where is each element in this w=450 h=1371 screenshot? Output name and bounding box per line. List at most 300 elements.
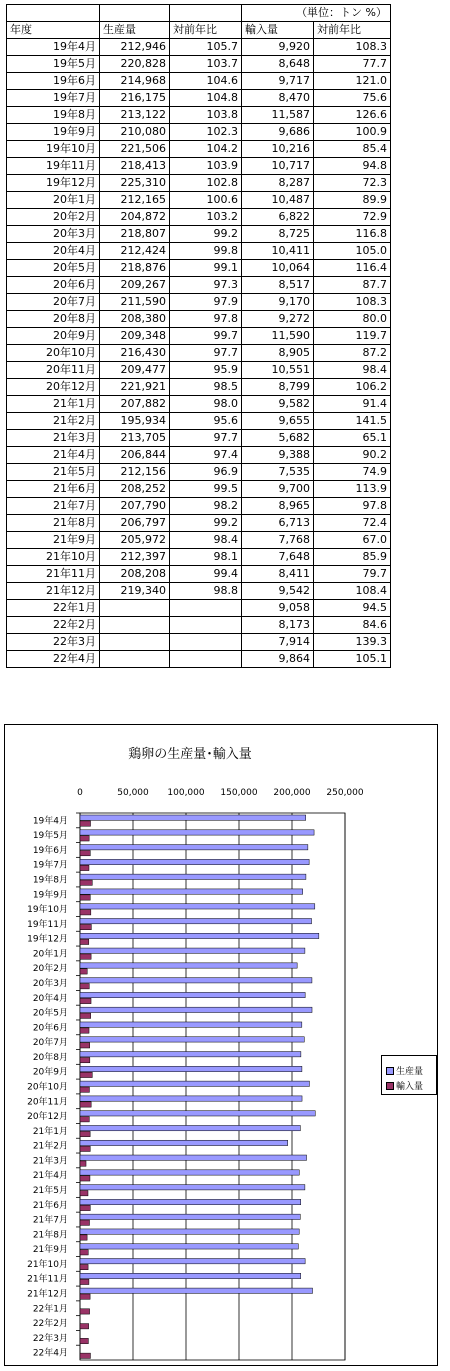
period-cell: 22年1月	[7, 600, 100, 617]
value-cell: 85.4	[314, 141, 391, 158]
value-cell: 8,173	[242, 617, 314, 634]
y-category-label: 21年2月	[32, 1141, 68, 1152]
bar-production	[80, 889, 303, 894]
value-cell: 207,790	[100, 498, 170, 515]
value-cell: 9,686	[242, 124, 314, 141]
period-cell: 19年9月	[7, 124, 100, 141]
table-row	[7, 651, 391, 668]
value-cell: 98.1	[170, 549, 242, 566]
value-cell: 139.3	[314, 634, 391, 651]
bar-production	[80, 1125, 300, 1130]
table-row	[7, 90, 391, 107]
bar-production	[80, 1081, 309, 1086]
value-cell: 119.7	[314, 328, 391, 345]
value-cell: 211,590	[100, 294, 170, 311]
table-row	[7, 515, 391, 532]
bar-imports	[80, 1250, 88, 1255]
value-cell: 206,797	[100, 515, 170, 532]
bar-imports	[80, 1102, 91, 1107]
bar-production	[80, 1185, 305, 1190]
bar-production	[80, 904, 315, 909]
bar-imports	[80, 969, 87, 974]
header-cell: 生産量	[100, 22, 170, 39]
table-row	[7, 464, 391, 481]
table-row	[7, 447, 391, 464]
value-cell: 84.6	[314, 617, 391, 634]
value-cell: 8,799	[242, 379, 314, 396]
value-cell: 104.6	[170, 73, 242, 90]
value-cell: 5,682	[242, 430, 314, 447]
value-cell: 98.4	[314, 362, 391, 379]
y-category-label: 20年7月	[32, 1038, 68, 1049]
period-cell: 20年6月	[7, 277, 100, 294]
value-cell: 213,705	[100, 430, 170, 447]
value-cell: 97.7	[170, 345, 242, 362]
value-cell: 97.7	[170, 430, 242, 447]
table-row	[7, 379, 391, 396]
bar-imports	[80, 836, 89, 841]
bar-production	[80, 815, 306, 820]
value-cell: 7,768	[242, 532, 314, 549]
value-cell: 210,080	[100, 124, 170, 141]
value-cell: 105.1	[314, 651, 391, 668]
table-row	[7, 498, 391, 515]
period-cell: 21年1月	[7, 396, 100, 413]
y-category-label: 21年4月	[32, 1171, 68, 1182]
bar-imports	[80, 1043, 90, 1048]
x-tick-label: 100,000	[167, 788, 205, 798]
table-row	[7, 430, 391, 447]
bar-production	[80, 978, 312, 983]
legend-swatch	[386, 1067, 394, 1075]
bar-imports	[80, 1235, 87, 1240]
table-row	[7, 583, 391, 600]
period-cell: 21年9月	[7, 532, 100, 549]
value-cell: 89.9	[314, 192, 391, 209]
value-cell: 8,965	[242, 498, 314, 515]
bar-imports	[80, 1161, 86, 1166]
y-category-label: 19年9月	[32, 890, 68, 901]
period-cell: 20年4月	[7, 243, 100, 260]
period-cell: 19年10月	[7, 141, 100, 158]
y-category-label: 22年3月	[32, 1333, 68, 1344]
bar-production	[80, 963, 297, 968]
bar-imports	[80, 910, 91, 915]
period-cell: 21年2月	[7, 413, 100, 430]
bar-production	[80, 1273, 301, 1278]
value-cell: 98.2	[170, 498, 242, 515]
y-category-label: 19年4月	[32, 816, 68, 827]
period-cell: 20年5月	[7, 260, 100, 277]
bar-imports	[80, 1117, 89, 1122]
value-cell: 103.8	[170, 107, 242, 124]
value-cell: 102.8	[170, 175, 242, 192]
bar-imports	[80, 1191, 88, 1196]
value-cell: 72.3	[314, 175, 391, 192]
value-cell: 97.9	[170, 294, 242, 311]
header-cell: 年度	[7, 22, 100, 39]
y-category-label: 20年6月	[32, 1023, 68, 1034]
value-cell: 121.0	[314, 73, 391, 90]
value-cell: 106.2	[314, 379, 391, 396]
y-category-label: 21年5月	[32, 1185, 68, 1196]
y-category-label: 20年4月	[32, 993, 68, 1004]
value-cell: 99.2	[170, 515, 242, 532]
bar-imports	[80, 865, 89, 870]
value-cell: 7,648	[242, 549, 314, 566]
bar-production	[80, 1052, 301, 1057]
bar-imports	[80, 954, 91, 959]
value-cell: 9,170	[242, 294, 314, 311]
table-row	[7, 39, 391, 56]
value-cell: 221,506	[100, 141, 170, 158]
period-cell: 20年3月	[7, 226, 100, 243]
value-cell: 213,122	[100, 107, 170, 124]
period-cell: 21年11月	[7, 566, 100, 583]
x-tick-label: 150,000	[220, 788, 258, 798]
y-category-label: 20年3月	[32, 979, 68, 990]
bar-production	[80, 1199, 301, 1204]
value-cell: 9,655	[242, 413, 314, 430]
value-cell	[100, 617, 170, 634]
table-row	[7, 260, 391, 277]
value-cell: 9,920	[242, 39, 314, 56]
period-cell: 19年12月	[7, 175, 100, 192]
bar-imports	[80, 1146, 90, 1151]
table-row	[7, 345, 391, 362]
value-cell: 96.9	[170, 464, 242, 481]
legend	[381, 1055, 437, 1095]
bar-imports	[80, 1131, 90, 1136]
period-cell: 20年10月	[7, 345, 100, 362]
period-cell: 21年5月	[7, 464, 100, 481]
y-category-label: 20年1月	[32, 949, 68, 960]
bar-production	[80, 1111, 315, 1116]
bar-imports	[80, 1294, 90, 1299]
value-cell: 209,267	[100, 277, 170, 294]
y-category-label: 19年12月	[27, 934, 68, 945]
header-cell: 対前年比	[314, 22, 391, 39]
value-cell: 80.0	[314, 311, 391, 328]
value-cell: 205,972	[100, 532, 170, 549]
period-cell: 20年8月	[7, 311, 100, 328]
table-row	[7, 481, 391, 498]
value-cell	[170, 600, 242, 617]
value-cell: 98.0	[170, 396, 242, 413]
chart-area	[4, 724, 438, 1366]
bar-production	[80, 1096, 302, 1101]
period-cell: 19年11月	[7, 158, 100, 175]
y-category-label: 20年10月	[27, 1082, 68, 1093]
bar-imports	[80, 850, 90, 855]
value-cell: 75.6	[314, 90, 391, 107]
value-cell: 8,648	[242, 56, 314, 73]
bar-imports	[80, 1324, 89, 1329]
header-cell: 輸入量	[242, 22, 314, 39]
y-category-label: 22年2月	[32, 1319, 68, 1330]
y-category-label: 21年3月	[32, 1156, 68, 1167]
y-category-label: 20年8月	[32, 1052, 68, 1063]
x-tick-label: 0	[77, 788, 83, 798]
value-cell: 77.7	[314, 56, 391, 73]
table-row	[7, 413, 391, 430]
period-cell: 19年5月	[7, 56, 100, 73]
table-row	[7, 277, 391, 294]
value-cell: 10,487	[242, 192, 314, 209]
value-cell: 9,717	[242, 73, 314, 90]
table-row	[7, 600, 391, 617]
bar-production	[80, 1066, 302, 1071]
table-row	[7, 124, 391, 141]
x-tick-label: 250,000	[326, 788, 364, 798]
bar-imports	[80, 1338, 88, 1343]
value-cell: 116.4	[314, 260, 391, 277]
value-cell: 195,934	[100, 413, 170, 430]
table-row	[7, 209, 391, 226]
period-cell: 21年8月	[7, 515, 100, 532]
table-row	[7, 566, 391, 583]
y-category-label: 19年6月	[32, 845, 68, 856]
value-cell: 99.5	[170, 481, 242, 498]
bar-production	[80, 1140, 288, 1145]
table-row	[7, 141, 391, 158]
value-cell: 7,914	[242, 634, 314, 651]
value-cell: 105.0	[314, 243, 391, 260]
value-cell: 108.3	[314, 294, 391, 311]
value-cell: 225,310	[100, 175, 170, 192]
table-row	[7, 56, 391, 73]
value-cell: 212,946	[100, 39, 170, 56]
value-cell: 74.9	[314, 464, 391, 481]
period-cell: 22年4月	[7, 651, 100, 668]
table-row	[7, 243, 391, 260]
value-cell: 108.4	[314, 583, 391, 600]
period-cell: 20年12月	[7, 379, 100, 396]
value-cell: 209,477	[100, 362, 170, 379]
value-cell: 208,252	[100, 481, 170, 498]
value-cell: 209,348	[100, 328, 170, 345]
value-cell: 11,587	[242, 107, 314, 124]
table-row	[7, 396, 391, 413]
bar-production	[80, 874, 306, 879]
value-cell: 218,807	[100, 226, 170, 243]
value-cell	[100, 634, 170, 651]
y-category-label: 20年5月	[32, 1008, 68, 1019]
period-cell: 22年3月	[7, 634, 100, 651]
value-cell: 6,713	[242, 515, 314, 532]
table-row	[7, 549, 391, 566]
value-cell: 8,470	[242, 90, 314, 107]
period-cell: 21年10月	[7, 549, 100, 566]
value-cell: 9,058	[242, 600, 314, 617]
value-cell: 216,430	[100, 345, 170, 362]
value-cell: 94.8	[314, 158, 391, 175]
value-cell: 7,535	[242, 464, 314, 481]
period-cell: 19年4月	[7, 39, 100, 56]
bar-production	[80, 1288, 313, 1293]
value-cell: 11,590	[242, 328, 314, 345]
header-row	[7, 22, 391, 39]
period-cell: 20年9月	[7, 328, 100, 345]
value-cell: 90.2	[314, 447, 391, 464]
header-cell: 対前年比	[170, 22, 242, 39]
y-category-label: 21年6月	[32, 1200, 68, 1211]
bar-production	[80, 830, 314, 835]
value-cell: 208,380	[100, 311, 170, 328]
bar-imports	[80, 1013, 91, 1018]
value-cell: 87.2	[314, 345, 391, 362]
bar-imports	[80, 1279, 89, 1284]
value-cell: 105.7	[170, 39, 242, 56]
value-cell: 212,156	[100, 464, 170, 481]
value-cell: 99.8	[170, 243, 242, 260]
table-row	[7, 311, 391, 328]
y-category-label: 22年1月	[32, 1304, 68, 1315]
value-cell: 10,717	[242, 158, 314, 175]
y-category-label: 21年8月	[32, 1230, 68, 1241]
value-cell: 218,876	[100, 260, 170, 277]
value-cell: 206,844	[100, 447, 170, 464]
value-cell: 10,064	[242, 260, 314, 277]
value-cell: 104.8	[170, 90, 242, 107]
period-cell: 21年6月	[7, 481, 100, 498]
table-row	[7, 192, 391, 209]
chart-title: 鶏卵の生産量･輸入量	[128, 747, 252, 762]
legend-item-production	[386, 1064, 423, 1077]
bar-imports	[80, 1353, 90, 1358]
value-cell: 103.2	[170, 209, 242, 226]
bar-production	[80, 1155, 307, 1160]
bar-imports	[80, 1264, 88, 1269]
value-cell: 72.9	[314, 209, 391, 226]
bar-imports	[80, 821, 91, 826]
value-cell: 97.4	[170, 447, 242, 464]
y-category-label: 19年10月	[27, 905, 68, 916]
bar-imports	[80, 1309, 90, 1314]
bar-imports	[80, 924, 91, 929]
x-tick-label: 50,000	[117, 788, 149, 798]
value-cell: 103.9	[170, 158, 242, 175]
value-cell: 102.3	[170, 124, 242, 141]
period-cell: 19年7月	[7, 90, 100, 107]
bar-production	[80, 992, 305, 997]
bar-production	[80, 1259, 305, 1264]
y-category-label: 20年2月	[32, 964, 68, 975]
value-cell: 8,411	[242, 566, 314, 583]
period-cell: 19年6月	[7, 73, 100, 90]
value-cell: 79.7	[314, 566, 391, 583]
value-cell: 8,725	[242, 226, 314, 243]
value-cell: 10,216	[242, 141, 314, 158]
value-cell: 9,388	[242, 447, 314, 464]
value-cell: 97.8	[314, 498, 391, 515]
unit-row	[7, 5, 391, 22]
period-cell: 20年7月	[7, 294, 100, 311]
value-cell: 9,700	[242, 481, 314, 498]
value-cell: 103.7	[170, 56, 242, 73]
period-cell: 21年3月	[7, 430, 100, 447]
table-row	[7, 634, 391, 651]
y-category-label: 19年5月	[32, 831, 68, 842]
x-tick-label: 200,000	[273, 788, 311, 798]
legend-swatch	[386, 1082, 394, 1090]
y-category-label: 21年10月	[27, 1259, 68, 1270]
value-cell: 100.9	[314, 124, 391, 141]
bar-imports	[80, 1087, 89, 1092]
value-cell: 207,882	[100, 396, 170, 413]
table-row	[7, 226, 391, 243]
value-cell: 8,517	[242, 277, 314, 294]
bar-imports	[80, 1072, 92, 1077]
value-cell: 216,175	[100, 90, 170, 107]
y-category-label: 20年9月	[32, 1067, 68, 1078]
bar-imports	[80, 895, 90, 900]
bar-production	[80, 845, 308, 850]
value-cell: 98.5	[170, 379, 242, 396]
value-cell: 212,165	[100, 192, 170, 209]
period-cell: 21年7月	[7, 498, 100, 515]
value-cell: 95.9	[170, 362, 242, 379]
bar-imports	[80, 1220, 90, 1225]
period-cell: 22年2月	[7, 617, 100, 634]
bar-production	[80, 859, 309, 864]
value-cell: 99.7	[170, 328, 242, 345]
value-cell: 94.5	[314, 600, 391, 617]
value-cell: 95.6	[170, 413, 242, 430]
table-row	[7, 175, 391, 192]
value-cell: 219,340	[100, 583, 170, 600]
value-cell: 87.7	[314, 277, 391, 294]
value-cell: 85.9	[314, 549, 391, 566]
value-cell: 6,822	[242, 209, 314, 226]
bar-production	[80, 1022, 302, 1027]
table-row	[7, 328, 391, 345]
y-category-label: 21年9月	[32, 1245, 68, 1256]
value-cell: 9,542	[242, 583, 314, 600]
value-cell: 113.9	[314, 481, 391, 498]
value-cell: 108.3	[314, 39, 391, 56]
value-cell: 9,864	[242, 651, 314, 668]
value-cell: 214,968	[100, 73, 170, 90]
bar-production	[80, 1037, 304, 1042]
bar-production	[80, 1244, 298, 1249]
bar-production	[80, 918, 312, 923]
y-category-label: 21年1月	[32, 1126, 68, 1137]
data-table	[6, 4, 391, 668]
value-cell: 116.8	[314, 226, 391, 243]
value-cell: 220,828	[100, 56, 170, 73]
y-category-label: 21年12月	[27, 1289, 68, 1300]
value-cell: 99.1	[170, 260, 242, 277]
value-cell: 104.2	[170, 141, 242, 158]
bar-production	[80, 948, 305, 953]
value-cell: 98.8	[170, 583, 242, 600]
value-cell: 100.6	[170, 192, 242, 209]
bar-imports	[80, 1028, 89, 1033]
value-cell: 208,208	[100, 566, 170, 583]
table-row	[7, 294, 391, 311]
bar-production	[80, 1007, 312, 1012]
y-category-label: 19年7月	[32, 860, 68, 871]
bar-imports	[80, 880, 92, 885]
period-cell: 21年4月	[7, 447, 100, 464]
value-cell	[100, 600, 170, 617]
table-row	[7, 532, 391, 549]
bar-production	[80, 1214, 300, 1219]
table-row	[7, 73, 391, 90]
bar-production	[80, 1229, 299, 1234]
value-cell: 10,551	[242, 362, 314, 379]
